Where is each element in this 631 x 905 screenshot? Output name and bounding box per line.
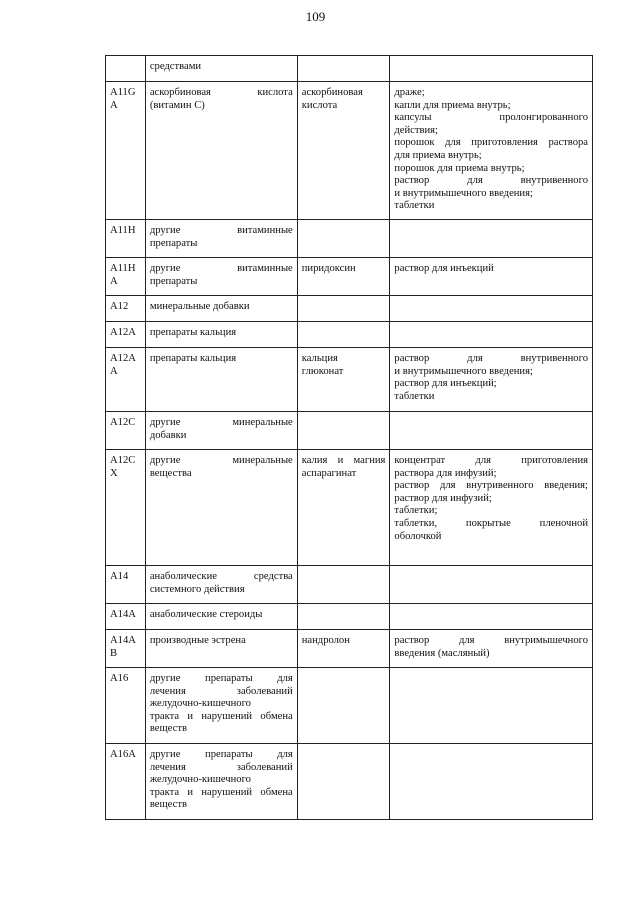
group-name-cell — [145, 348, 297, 412]
dosage-forms-cell — [390, 348, 593, 412]
cell-text-line: оболочкой — [394, 530, 442, 542]
group-name-cell — [145, 604, 297, 630]
cell-text-line: таблетки; — [394, 505, 438, 517]
cell-text-line: концентрат для приготовления — [394, 455, 588, 466]
group-name-cell — [145, 82, 297, 220]
cell-text-line: и внутримышечного введения; — [394, 187, 533, 199]
cell-text-line: A12AA — [110, 353, 136, 377]
cell-text-line: драже; — [394, 87, 425, 98]
cell-text-line: аспарагинат — [301, 467, 357, 479]
cell-text-line: и внутримышечного введения; — [394, 365, 533, 377]
cell-text-line: пиридоксин — [301, 263, 356, 274]
cell-text-line: системного действия — [149, 583, 245, 595]
drug-name-cell — [297, 630, 390, 668]
cell-text-line: тракта и нарушений обмена — [149, 710, 293, 722]
drug-name-cell — [297, 604, 390, 630]
table-row — [106, 744, 593, 820]
drug-name-cell — [297, 322, 390, 348]
dosage-forms-cell — [390, 630, 593, 668]
atc-code-cell — [106, 450, 146, 566]
atc-code-cell — [106, 412, 146, 450]
group-name-cell — [145, 56, 297, 82]
atc-code-cell — [106, 56, 146, 82]
group-name-cell — [145, 296, 297, 322]
cell-text-line: A16A — [110, 749, 136, 760]
cell-text-line: A14A — [110, 609, 136, 620]
cell-text-line: калия и магния — [301, 455, 386, 466]
cell-text-line: для приема внутрь; — [394, 149, 482, 161]
dosage-forms-cell — [390, 322, 593, 348]
cell-text-line: A12CX — [110, 455, 136, 479]
cell-text-line: раствор для инъекций — [394, 263, 494, 274]
table-row — [106, 566, 593, 604]
cell-text-line: другие минеральные — [149, 455, 293, 466]
cell-text-line: (витамин С) — [149, 99, 205, 111]
atc-code-cell — [106, 220, 146, 258]
atc-code-cell — [106, 258, 146, 296]
cell-text-line: A12 — [110, 301, 129, 312]
group-name-cell — [145, 668, 297, 744]
cell-text-line: средствами — [149, 61, 202, 72]
cell-text-line: действия; — [394, 124, 439, 136]
dosage-forms-cell — [390, 82, 593, 220]
table-row — [106, 322, 593, 348]
cell-text-line: другие препараты для — [149, 673, 293, 684]
dosage-forms-cell — [390, 450, 593, 566]
cell-text-line: A11HA — [110, 263, 136, 287]
cell-text-line: A14AB — [110, 635, 136, 659]
cell-text-line: раствор для внутривенного — [394, 175, 588, 187]
cell-text-line: капли для приема внутрь; — [394, 99, 511, 111]
drug-name-cell — [297, 668, 390, 744]
dosage-forms-cell — [390, 296, 593, 322]
cell-text-line: глюконат — [301, 365, 344, 377]
drug-name-cell — [297, 82, 390, 220]
table-row — [106, 348, 593, 412]
cell-text-line: лечения заболеваний — [149, 685, 293, 697]
cell-text-line: аскорбиновая кислота — [149, 87, 293, 98]
table-row — [106, 258, 593, 296]
cell-text-line: другие витаминные — [149, 225, 293, 236]
atc-code-cell — [106, 668, 146, 744]
table-row — [106, 56, 593, 82]
group-name-cell — [145, 220, 297, 258]
cell-text-line: препараты — [149, 237, 198, 249]
drug-classification-table — [105, 55, 593, 820]
cell-text-line: таблетки, покрытые пленочной — [394, 517, 588, 529]
cell-text-line: веществ — [149, 723, 187, 735]
group-name-cell — [145, 322, 297, 348]
drug-name-cell — [297, 450, 390, 566]
drug-name-cell — [297, 56, 390, 82]
drug-name-cell — [297, 296, 390, 322]
cell-text-line: веществ — [149, 799, 187, 811]
atc-code-cell — [106, 348, 146, 412]
cell-text-line: препараты кальция — [149, 327, 237, 338]
atc-code-cell — [106, 566, 146, 604]
atc-code-cell — [106, 82, 146, 220]
table-row — [106, 604, 593, 630]
table-row — [106, 296, 593, 322]
table-row — [106, 450, 593, 566]
cell-text-line: другие препараты для — [149, 749, 293, 760]
dosage-forms-cell — [390, 566, 593, 604]
dosage-forms-cell — [390, 744, 593, 820]
cell-text-line: капсулы пролонгированного — [394, 112, 588, 124]
drug-name-cell — [297, 348, 390, 412]
atc-code-cell — [106, 604, 146, 630]
drug-name-cell — [297, 412, 390, 450]
cell-text-line: A16 — [110, 673, 129, 684]
cell-text-line: аскорбиновая — [301, 87, 363, 98]
drug-name-cell — [297, 744, 390, 820]
cell-text-line: добавки — [149, 429, 187, 441]
dosage-forms-cell — [390, 258, 593, 296]
cell-text-line: кислота — [301, 99, 338, 111]
cell-text-line: таблетки — [394, 390, 435, 402]
cell-text-line: раствор для инфузий; — [394, 492, 492, 504]
dosage-forms-cell — [390, 604, 593, 630]
cell-text-line: тракта и нарушений обмена — [149, 786, 293, 798]
dosage-forms-cell — [390, 56, 593, 82]
group-name-cell — [145, 744, 297, 820]
cell-text-line: желудочно-кишечного — [149, 698, 251, 710]
cell-text-line: производные эстрена — [149, 635, 246, 646]
cell-text-line: A11H — [110, 225, 136, 236]
atc-code-cell — [106, 630, 146, 668]
cell-text-line: A12A — [110, 327, 136, 338]
cell-text-line: другие минеральные — [149, 417, 293, 428]
group-name-cell — [145, 450, 297, 566]
cell-text-line: вещества — [149, 467, 192, 479]
cell-text-line: A12C — [110, 417, 136, 428]
cell-text-line: минеральные добавки — [149, 301, 250, 312]
cell-text-line: раствор для внутримышечного — [394, 635, 588, 646]
cell-text-line: раствор для инъекций; — [394, 378, 497, 390]
table-row — [106, 630, 593, 668]
group-name-cell — [145, 630, 297, 668]
cell-text-line: введения (масляный) — [394, 647, 490, 659]
table-row — [106, 220, 593, 258]
atc-code-cell — [106, 322, 146, 348]
cell-text-line: порошок для приема внутрь; — [394, 162, 525, 174]
drug-name-cell — [297, 566, 390, 604]
cell-text-line: A11GA — [110, 87, 136, 111]
dosage-forms-cell — [390, 668, 593, 744]
page-number: 109 — [305, 9, 326, 24]
drug-name-cell — [297, 220, 390, 258]
cell-text-line: анаболические средства — [149, 571, 293, 582]
cell-text-line: лечения заболеваний — [149, 761, 293, 773]
cell-text-line: желудочно-кишечного — [149, 774, 251, 786]
group-name-cell — [145, 566, 297, 604]
cell-text-line: анаболические стероиды — [149, 609, 263, 620]
dosage-forms-cell — [390, 220, 593, 258]
atc-code-cell — [106, 744, 146, 820]
cell-text-line: кальция — [301, 353, 338, 364]
table-row — [106, 82, 593, 220]
cell-text-line: нандролон — [301, 635, 350, 646]
cell-text-line: раствор для внутривенного — [394, 353, 588, 364]
cell-text-line: препараты кальция — [149, 353, 237, 364]
group-name-cell — [145, 258, 297, 296]
cell-text-line: порошок для приготовления раствора — [394, 137, 588, 149]
table-row — [106, 668, 593, 744]
group-name-cell — [145, 412, 297, 450]
cell-text-line: препараты — [149, 275, 198, 287]
dosage-forms-cell — [390, 412, 593, 450]
table-row — [106, 412, 593, 450]
drug-name-cell — [297, 258, 390, 296]
cell-text-line: раствора для инфузий; — [394, 467, 497, 479]
cell-text-line: таблетки — [394, 200, 435, 212]
cell-text-line: раствор для внутривенного введения; — [394, 480, 588, 492]
cell-text-line: A14 — [110, 571, 129, 582]
atc-code-cell — [106, 296, 146, 322]
cell-text-line: другие витаминные — [149, 263, 293, 274]
